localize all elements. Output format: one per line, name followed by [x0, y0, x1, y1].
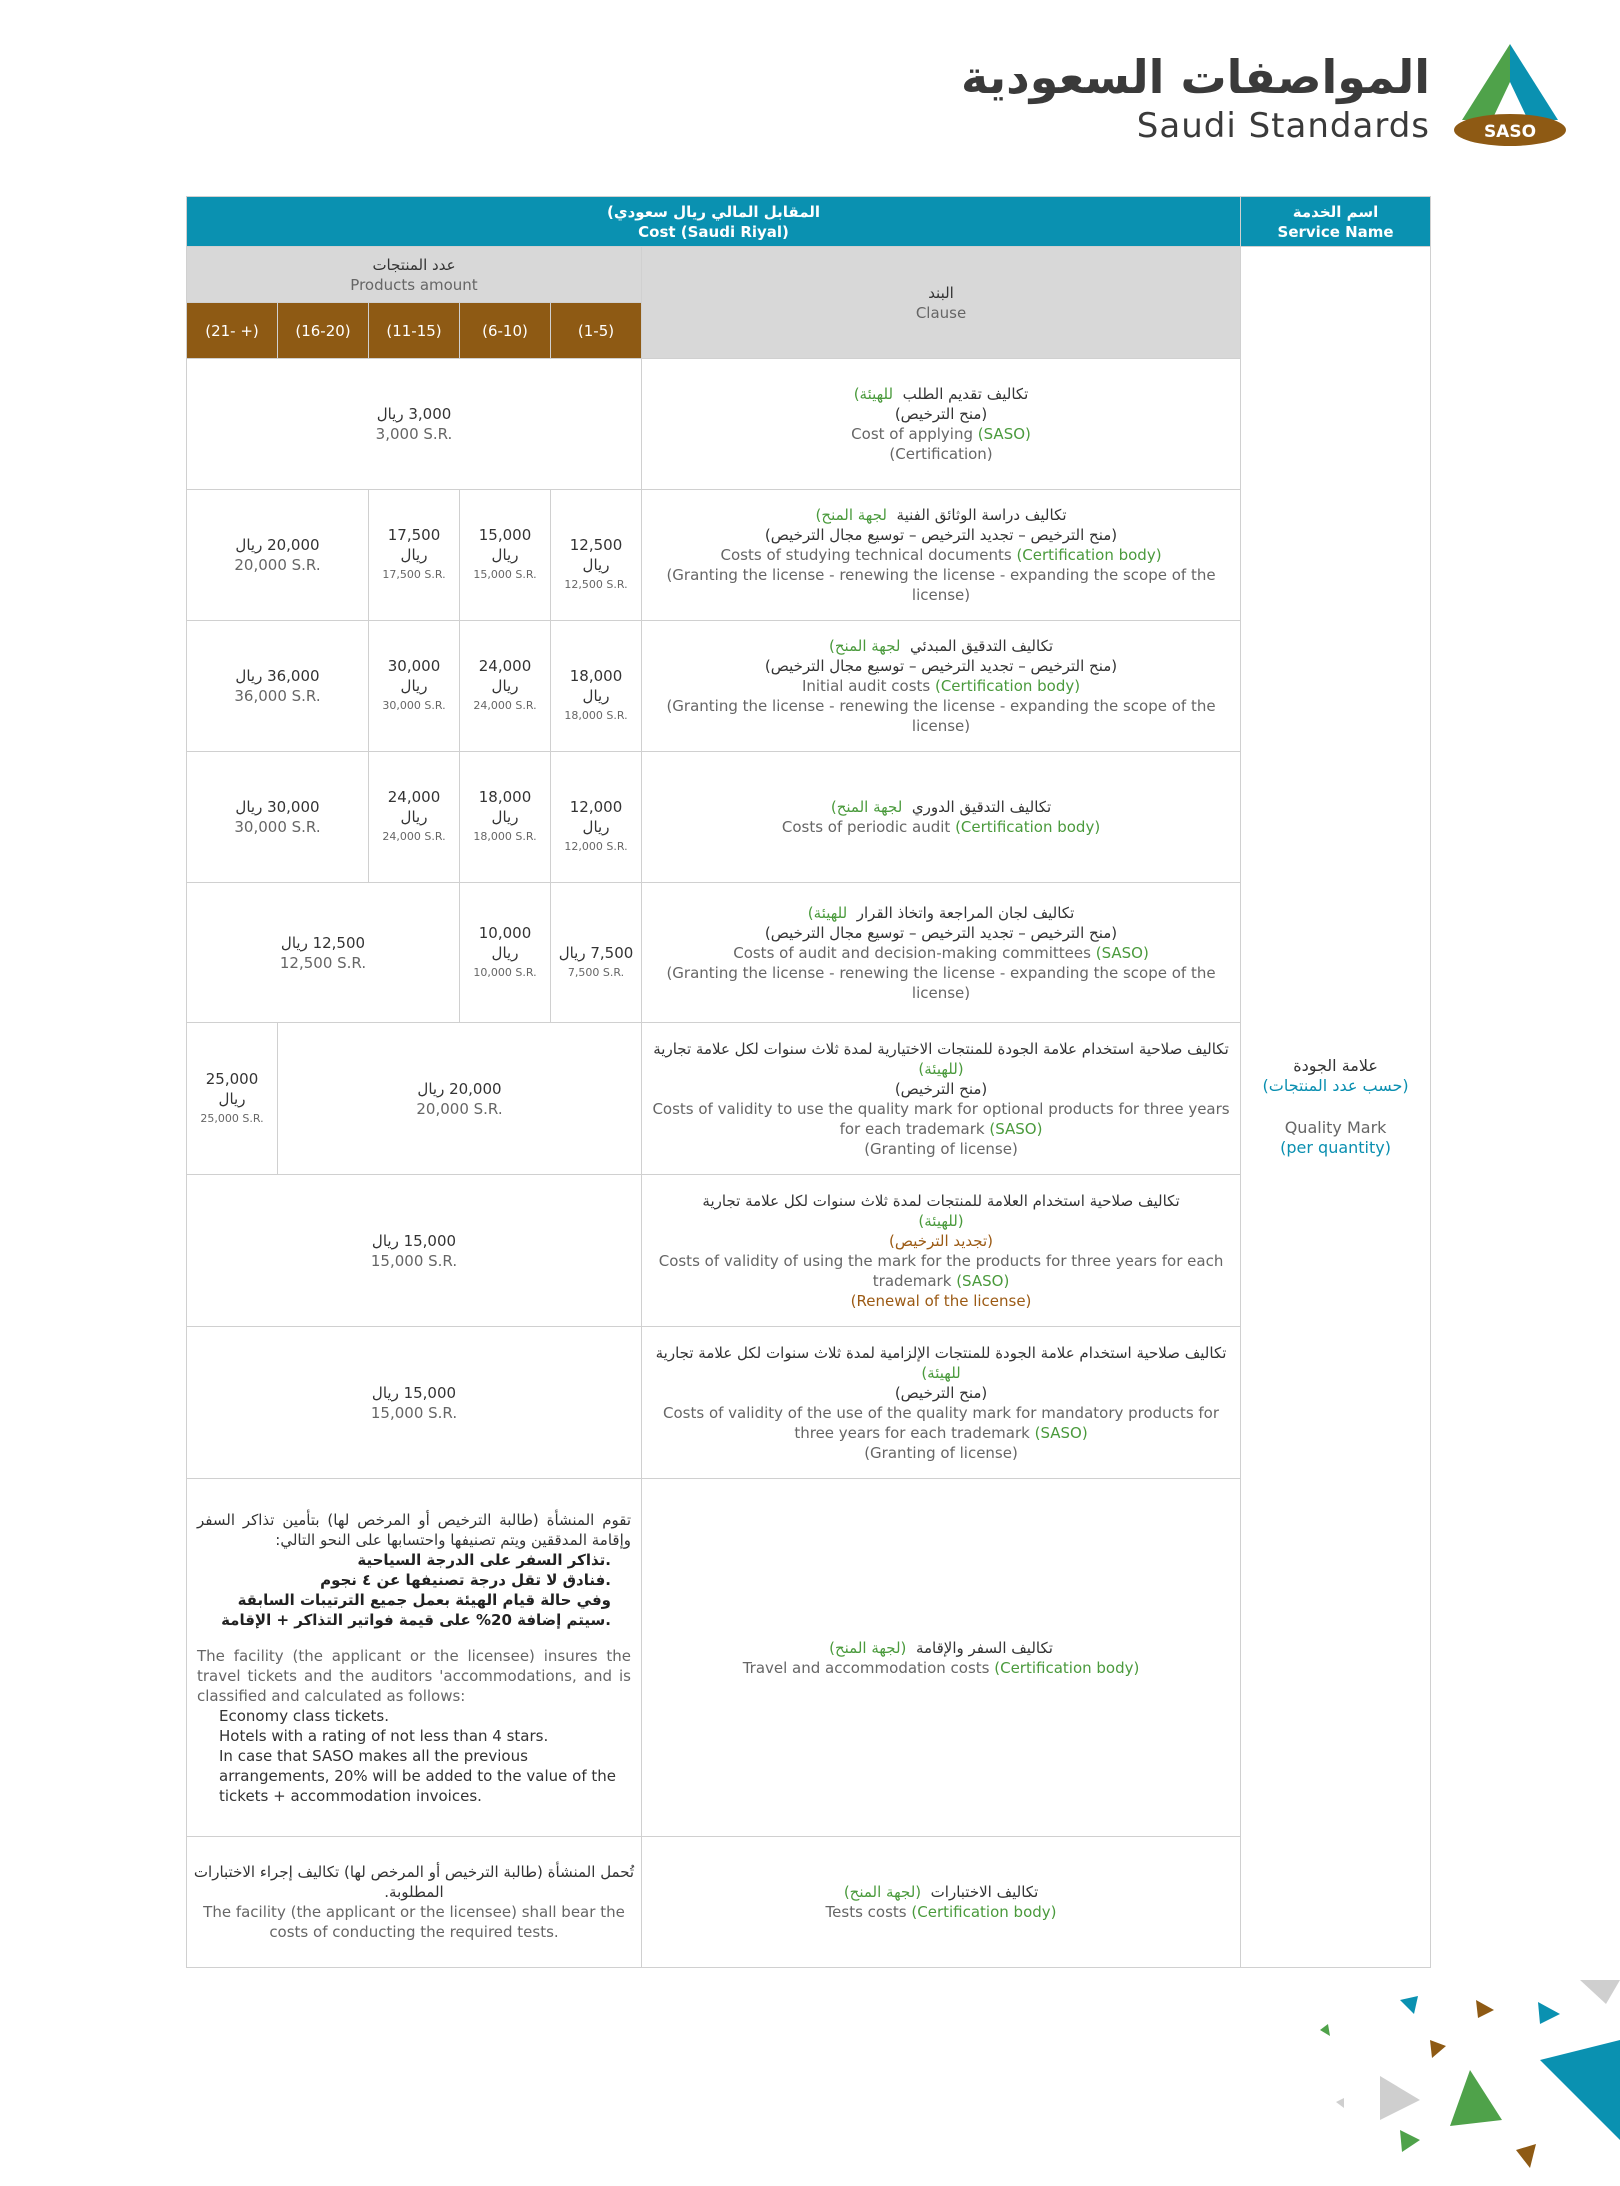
deco-triangle: [1516, 2144, 1536, 2168]
cost-cell-11-15: 17,500 ريال 17,500 S.R.: [369, 490, 460, 621]
clause-cell: تكاليف دراسة الوثائق الفنية لجهة المنح) (منح الترخيص – تجديد الترخيص – توسيع مجال الترخيص) Costs of studying technical documents (Certification body) (Granting the license - renewing the license - expanding the scope of the license): [642, 490, 1241, 621]
deco-triangle: [1580, 1980, 1620, 2004]
cost-cell-1-20: 20,000 ريال 20,000 S.R.: [278, 1023, 642, 1175]
cost-cell-16-plus: 30,000 ريال 30,000 S.R.: [187, 752, 369, 883]
clause-cell: تكاليف الاختبارات (لجهة المنح) Tests costs (Certification body): [642, 1837, 1241, 1968]
deco-triangle: [1380, 2076, 1420, 2120]
cost-cell-11-15: 30,000 ريال 30,000 S.R.: [369, 621, 460, 752]
deco-triangle: [1538, 2002, 1560, 2024]
clause-header: البند Clause: [642, 247, 1241, 359]
range-6-10: (6-10): [460, 303, 551, 359]
deco-triangle: [1430, 2040, 1446, 2058]
saso-emblem-icon: [1440, 42, 1580, 152]
clause-cell: تكاليف التدقيق المبدئي لجهة المنح) (منح الترخيص – تجديد الترخيص – توسيع مجال الترخيص) Initial audit costs (Certification body) (Granting the license - renewing the license - expanding the scope of the license): [642, 621, 1241, 752]
cost-cell-6-10: 24,000 ريال 24,000 S.R.: [460, 621, 551, 752]
saso-logo: [961, 40, 1580, 160]
logo-badge-text: SASO: [1483, 122, 1537, 142]
deco-triangle: [1450, 2070, 1502, 2126]
range-1-5: (1-5): [551, 303, 642, 359]
cost-header: المقابل المالي ريال سعودي) Cost (Saudi Riyal): [187, 197, 1241, 247]
cost-cell-11-15: 24,000 ريال 24,000 S.R.: [369, 752, 460, 883]
cost-cell-21-plus: 25,000 ريال 25,000 S.R.: [187, 1023, 278, 1175]
cost-cell-6-10: 15,000 ريال 15,000 S.R.: [460, 490, 551, 621]
travel-note-ar-list: تذاكر السفر على الدرجة السياحية. فنادق لا تقل درجة تصنيفها عن ٤ نجوم. وفي حالة قيام الهيئة بعمل جميع الترتيبات السابقة سيتم إضافة 20% على قيمة فواتير التذاكر + الإقامة.: [221, 1550, 611, 1629]
deco-triangle: [1400, 2130, 1420, 2152]
clause-cell: تكاليف صلاحية استخدام علامة الجودة للمنتجات الاختيارية لمدة ثلاث سنوات لكل علامة تجارية (للهيئة) (منح الترخيص) Costs of validity to use the quality mark for optional products for three years for each trademark (SASO) (Granting of license): [642, 1023, 1241, 1175]
cost-cell-16-plus: 20,000 ريال 20,000 S.R.: [187, 490, 369, 621]
fees-table: [186, 196, 1431, 1968]
deco-triangle: [1476, 2000, 1494, 2018]
cost-cell: 15,000 ريال 15,000 S.R.: [187, 1175, 642, 1327]
deco-triangle: [1540, 2040, 1620, 2140]
cost-cell-16-plus: 36,000 ريال 36,000 S.R.: [187, 621, 369, 752]
logo-arabic-text: المواصفات السعودية: [961, 50, 1430, 104]
tests-note-cell: تُحمل المنشأة (طالبة الترخيص أو المرخص لها) تكاليف إجراء الاختبارات المطلوبة. The facility (the applicant or the licensee) shall bear the costs of conducting the required tests.: [187, 1837, 642, 1968]
products-amount-header: عدد المنتجات Products amount: [187, 247, 642, 303]
logo-english-text: Saudi Standards: [1136, 106, 1430, 146]
cost-cell-11-plus: 12,500 ريال 12,500 S.R.: [187, 883, 460, 1023]
cost-cell-6-10: 18,000 ريال 18,000 S.R.: [460, 752, 551, 883]
deco-triangle: [1336, 2098, 1344, 2108]
cost-cell-1-5: 18,000 ريال 18,000 S.R.: [551, 621, 642, 752]
service-name-header: اسم الخدمة Service Name: [1241, 197, 1431, 247]
cost-cell-1-5: 12,500 ريال 12,500 S.R.: [551, 490, 642, 621]
cost-cell: 3,000 ريال 3,000 S.R.: [187, 359, 642, 490]
clause-cell: تكاليف التدقيق الدوري لجهة المنح) Costs of periodic audit (Certification body): [642, 752, 1241, 883]
range-16-20: (16-20): [278, 303, 369, 359]
cost-cell: 15,000 ريال 15,000 S.R.: [187, 1327, 642, 1479]
travel-note-cell: تقوم المنشأة (طالبة الترخيص أو المرخص لها) بتأمين تذاكر السفر وإقامة المدققين ويتم تصنيفها واحتسابها على النحو التالي: تذاكر السفر على الدرجة السياحية. فنادق لا تقل درجة تصنيفها عن ٤ نجوم. وفي حالة قيام الهيئة بعمل جميع الترتيبات السابقة سيتم إضافة 20% على قيمة فواتير التذاكر + الإقامة. The facility (the applicant or the licensee) insures the travel tickets and the auditors 'accommodations, and is classified and calculated as follows: Economy class tickets. Hotels with a rating of not less than 4 stars. In case that SASO makes all the previous arrangements, 20% will be added to the value of the tickets + accommodation invoices.: [187, 1479, 642, 1837]
range-21-plus: (21- +): [187, 303, 278, 359]
clause-cell: تكاليف صلاحية استخدام العلامة للمنتجات لمدة ثلاث سنوات لكل علامة تجارية (للهيئة) (تجديد الترخيص) Costs of validity of using the mark for the products for three years for each trademark (SASO) (Renewal of the license): [642, 1175, 1241, 1327]
cost-cell-1-5: 7,500 ريال 7,500 S.R.: [551, 883, 642, 1023]
clause-cell: تكاليف السفر والإقامة (لجهة المنح) Travel and accommodation costs (Certification body): [642, 1479, 1241, 1837]
decorative-triangles: [1240, 1980, 1620, 2186]
cost-cell-6-10: 10,000 ريال 10,000 S.R.: [460, 883, 551, 1023]
range-11-15: (11-15): [369, 303, 460, 359]
service-name-cell: علامة الجودة (حسب عدد المنتجات) Quality Mark (per quantity): [1241, 247, 1431, 1968]
clause-cell: تكاليف صلاحية استخدام علامة الجودة للمنتجات الإلزامية لمدة ثلاث سنوات لكل علامة تجارية للهيئة) (منح الترخيص) Costs of validity of the use of the quality mark for mandatory products for three years for each trademark (SASO) (Granting of license): [642, 1327, 1241, 1479]
clause-cell: تكاليف لجان المراجعة واتخاذ القرار للهيئة) (منح الترخيص – تجديد الترخيص – توسيع مجال الترخيص) Costs of audit and decision-making committees (SASO) (Granting the license - renewing the license - expanding the scope of the license): [642, 883, 1241, 1023]
cost-cell-1-5: 12,000 ريال 12,000 S.R.: [551, 752, 642, 883]
deco-triangle: [1400, 1996, 1418, 2014]
travel-note-en-list: Economy class tickets. Hotels with a rating of not less than 4 stars. In case that SASO makes all the previous arrangements, 20% will be added to the value of the tickets + accommodation invoices.: [219, 1706, 617, 1805]
deco-triangle: [1320, 2024, 1330, 2036]
clause-cell: تكاليف تقديم الطلب للهيئة) (منح الترخيص) Cost of applying (SASO) (Certification): [642, 359, 1241, 490]
